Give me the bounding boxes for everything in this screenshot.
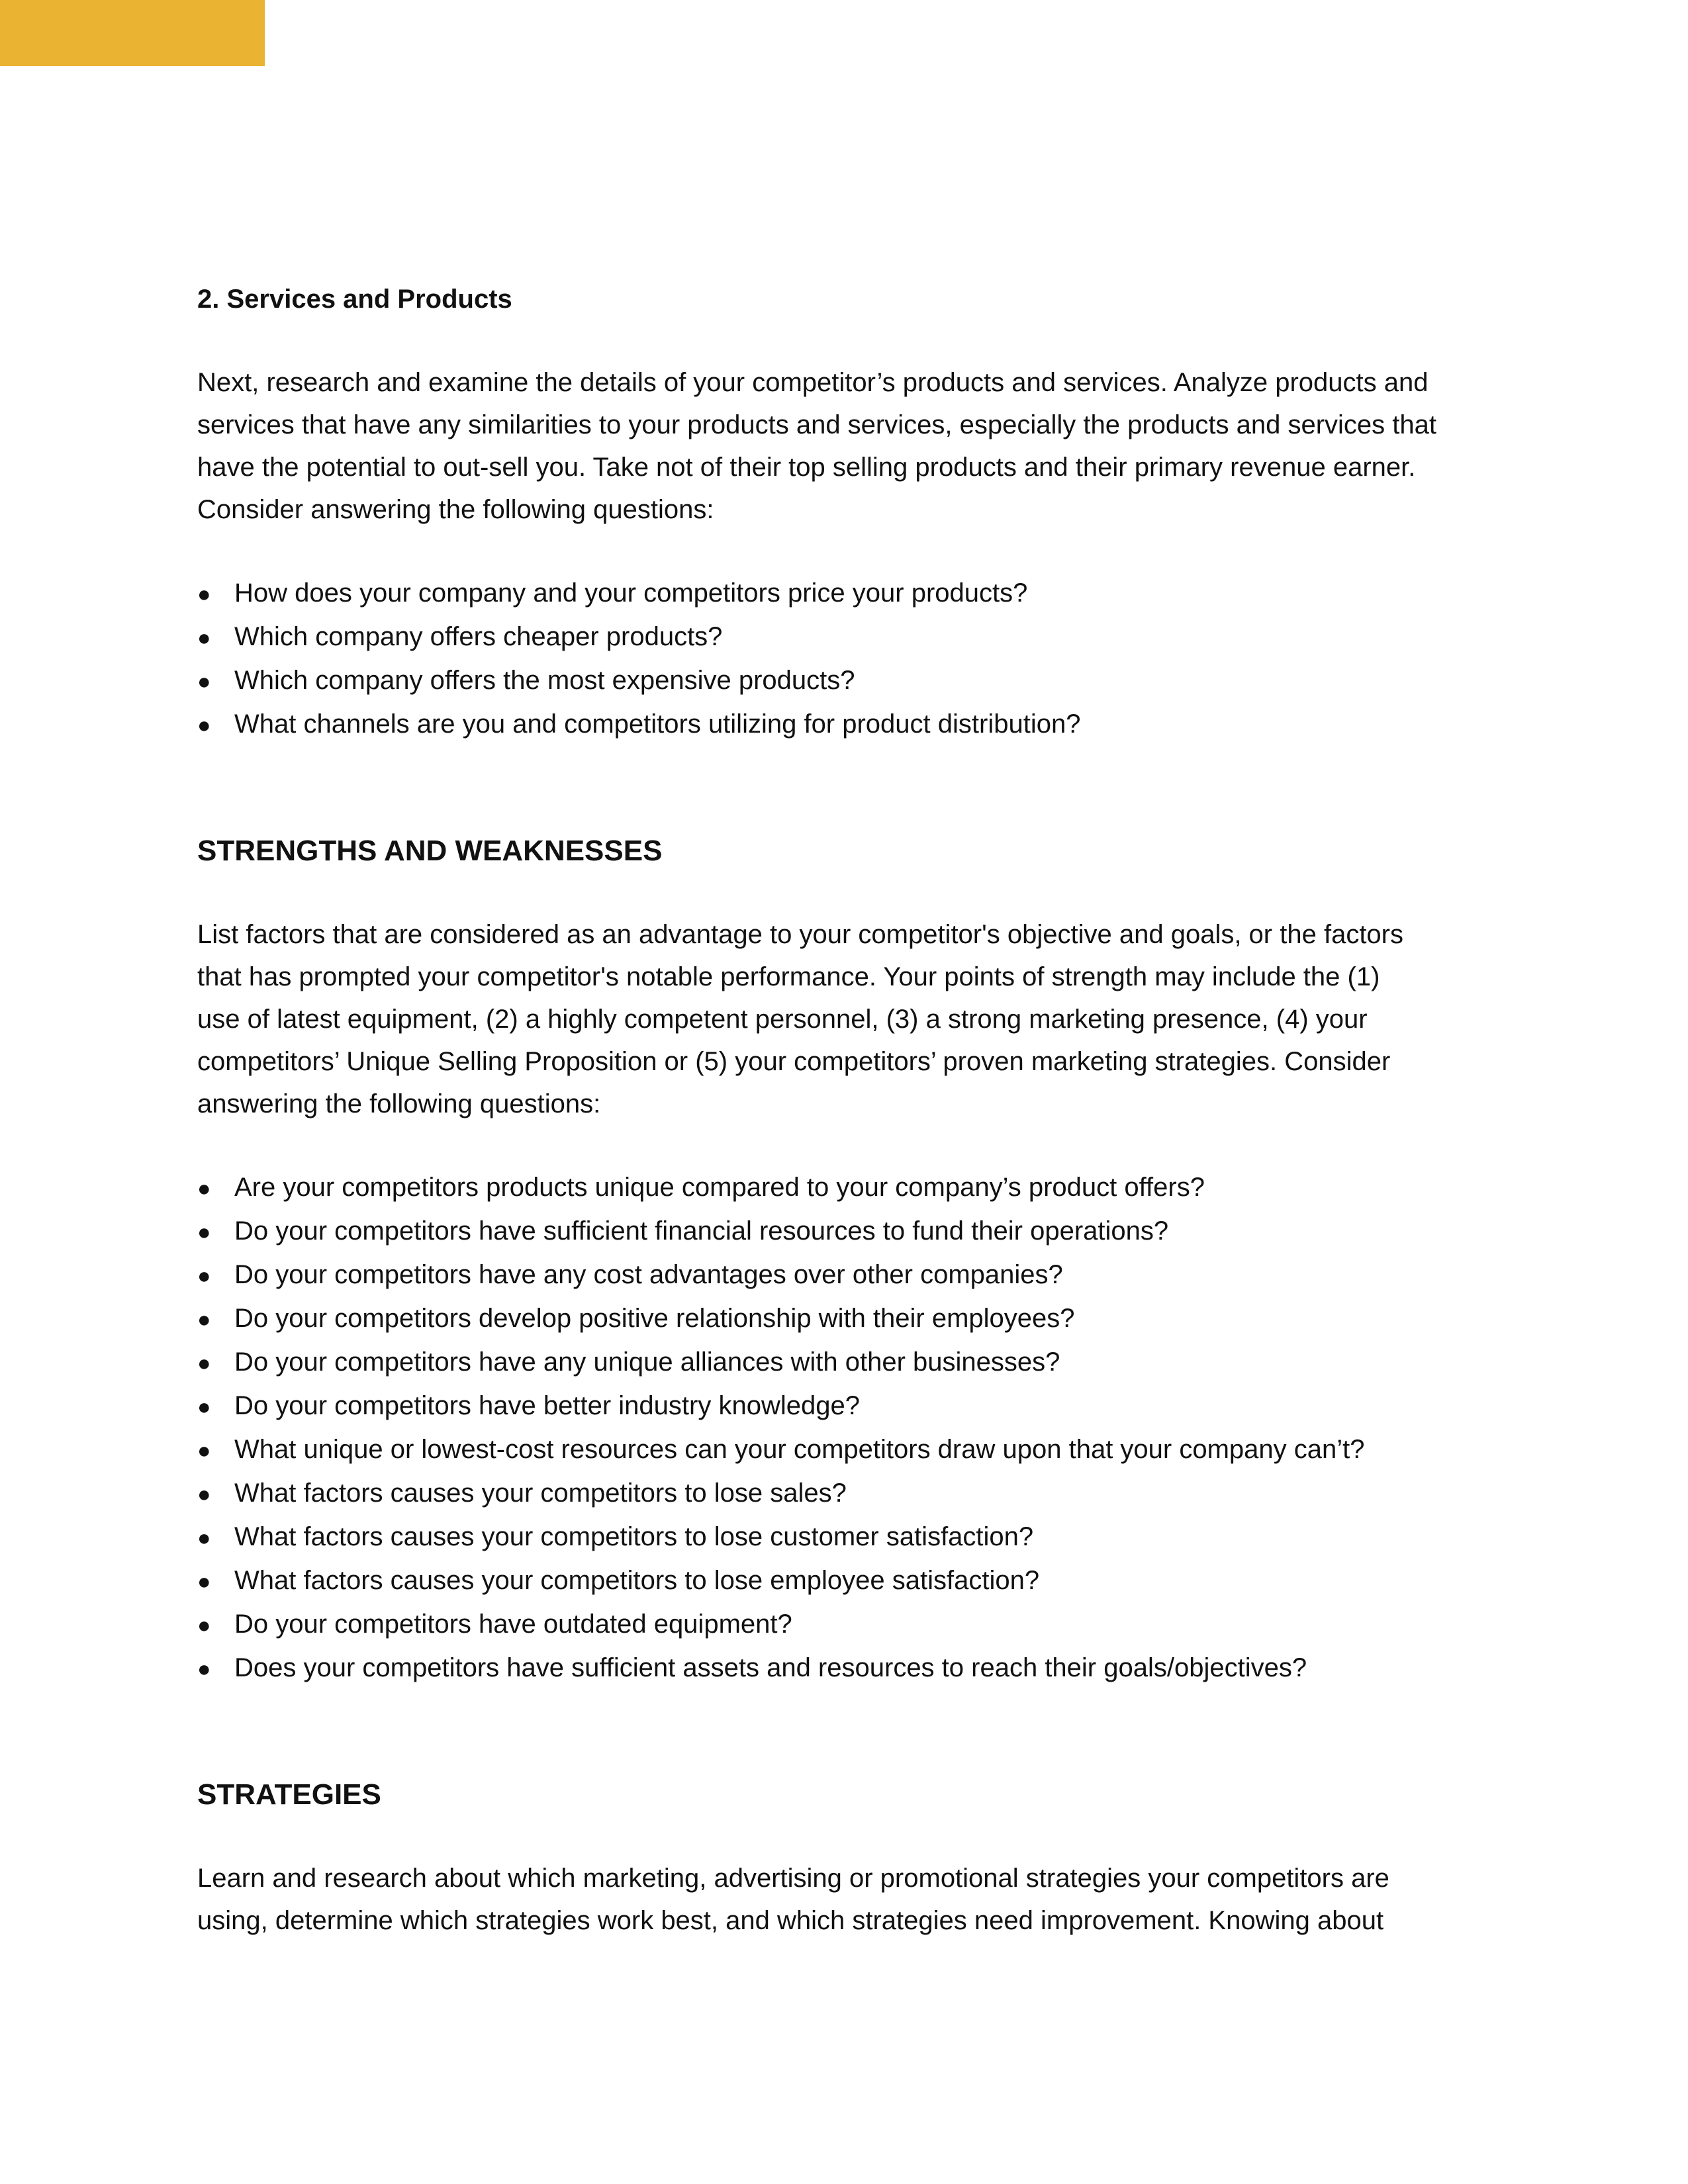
paragraph-line: services that have any similarities to your products and services, especially the products and services that: [197, 410, 1436, 439]
bullet-icon: ●: [197, 1220, 211, 1245]
question-text: Do your competitors have any cost advantages over other companies?: [234, 1260, 1063, 1289]
list-item: [197, 1385, 1495, 1428]
bullet-icon: ●: [197, 713, 211, 738]
strengths-weaknesses-heading: STRENGTHS AND WEAKNESSES: [197, 835, 663, 867]
list-item: [197, 1428, 1495, 1472]
question-text: What channels are you and competitors utilizing for product distribution?: [234, 709, 1081, 739]
list-item: [197, 1166, 1495, 1210]
question-text: What factors causes your competitors to lose employee satisfaction?: [234, 1566, 1040, 1595]
question-text: What unique or lowest-cost resources can your competitors draw upon that your company can’t?: [234, 1435, 1365, 1464]
bullet-icon: ●: [197, 625, 211, 651]
paragraph-line: Consider answering the following questions:: [197, 495, 714, 524]
question-text: Does your competitors have sufficient assets and resources to reach their goals/objectives?: [234, 1653, 1307, 1682]
list-item: [197, 1297, 1495, 1341]
question-text: Do your competitors have outdated equipment?: [234, 1610, 792, 1639]
paragraph-line: use of latest equipment, (2) a highly competent personnel, (3) a strong marketing presence, (4) your: [197, 1005, 1368, 1034]
strategies-paragraph: [197, 1857, 1495, 1942]
paragraph-line: Learn and research about which marketing, advertising or promotional strategies your competitors are: [197, 1864, 1389, 1893]
paragraph-line: using, determine which strategies work best, and which strategies need improvement. Knowing about: [197, 1906, 1384, 1935]
bullet-icon: ●: [197, 1657, 211, 1682]
strategies-heading: STRATEGIES: [197, 1778, 381, 1811]
list-item: [197, 572, 1495, 615]
paragraph-line: Next, research and examine the details of your competitor’s products and services. Analyze products and: [197, 368, 1429, 397]
bullet-icon: ●: [197, 1613, 211, 1638]
document-body: [197, 278, 1495, 1942]
bullet-icon: ●: [197, 1525, 211, 1551]
bullet-icon: ●: [197, 1176, 211, 1201]
strengths-questions-list: [197, 1166, 1495, 1690]
services-questions-list: [197, 572, 1495, 747]
bullet-icon: ●: [197, 582, 211, 607]
paragraph-line: answering the following questions:: [197, 1089, 601, 1118]
question-text: Do your competitors develop positive relationship with their employees?: [234, 1304, 1075, 1333]
question-text: Are your competitors products unique compared to your company’s product offers?: [234, 1173, 1205, 1202]
list-item: [197, 703, 1495, 747]
list-item: [197, 1559, 1495, 1603]
bullet-icon: ●: [197, 1438, 211, 1463]
list-item: [197, 659, 1495, 703]
question-text: Which company offers the most expensive products?: [234, 666, 855, 695]
question-text: Which company offers cheaper products?: [234, 622, 723, 651]
list-item: [197, 1516, 1495, 1559]
header-accent-bar: [0, 0, 265, 66]
paragraph-line: List factors that are considered as an advantage to your competitor's objective and goals, or the factors: [197, 920, 1403, 949]
bullet-icon: ●: [197, 669, 211, 694]
list-item: [197, 1603, 1495, 1647]
paragraph-line: have the potential to out-sell you. Take not of their top selling products and their primary revenue earner.: [197, 453, 1416, 482]
question-text: What factors causes your competitors to lose customer satisfaction?: [234, 1522, 1034, 1551]
bullet-icon: ●: [197, 1307, 211, 1332]
services-products-heading: 2. Services and Products: [197, 285, 512, 314]
question-text: Do your competitors have sufficient financial resources to fund their operations?: [234, 1216, 1169, 1246]
strengths-weaknesses-paragraph: [197, 913, 1495, 1125]
question-text: How does your company and your competitors price your products?: [234, 578, 1028, 608]
question-text: What factors causes your competitors to lose sales?: [234, 1479, 847, 1508]
question-text: Do your competitors have any unique alliances with other businesses?: [234, 1347, 1060, 1377]
list-item: [197, 1210, 1495, 1253]
list-item: [197, 615, 1495, 659]
services-products-paragraph: [197, 361, 1495, 531]
bullet-icon: ●: [197, 1263, 211, 1289]
bullet-icon: ●: [197, 1394, 211, 1420]
list-item: [197, 1472, 1495, 1516]
list-item: [197, 1647, 1495, 1690]
list-item: [197, 1341, 1495, 1385]
bullet-icon: ●: [197, 1351, 211, 1376]
list-item: [197, 1253, 1495, 1297]
paragraph-line: that has prompted your competitor's notable performance. Your points of strength may include the (1): [197, 962, 1380, 991]
bullet-icon: ●: [197, 1482, 211, 1507]
question-text: Do your competitors have better industry knowledge?: [234, 1391, 860, 1420]
paragraph-line: competitors’ Unique Selling Proposition or (5) your competitors’ proven marketing strategies. Consider: [197, 1047, 1391, 1076]
bullet-icon: ●: [197, 1569, 211, 1594]
